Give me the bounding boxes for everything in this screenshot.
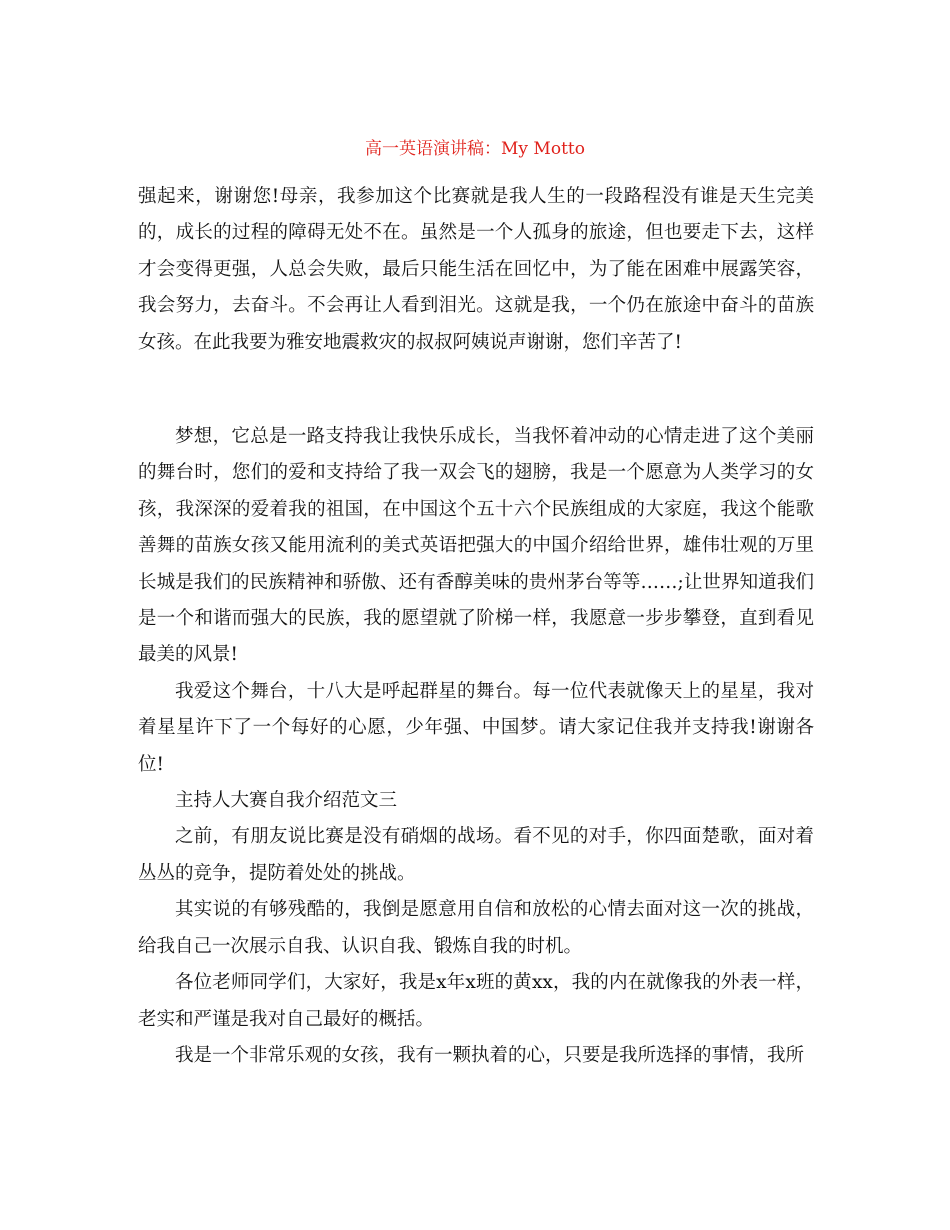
main-block (138, 419, 814, 1074)
paragraph-optimistic: 我是一个非常乐观的女孩，我有一颗执着的心，只要是我所选择的事情，我所 (175, 1044, 805, 1066)
paragraph-challenge: 其实说的有够残酷的，我倒是愿意用自信和放松的心情去面对这一次的挑战，给我自己一次展示自我、认识自我、锻炼自我的时机。 (138, 899, 814, 957)
paragraph-dream: 梦想，它总是一路支持我让我快乐成长，当我怀着冲动的心情走进了这个美丽的舞台时，您们的爱和支持给了我一双会飞的翅膀，我是一个愿意为人类学习的女孩，我深深的爱着我的祖国，在中国这个五十六个民族组成的大家庭，我这个能歌善舞的苗族女孩又能用流利的美式英语把强大的中国介绍给世界，雄伟壮观的万里长城是我们的民族精神和骄傲、还有香醇美味的贵州茅台等等……;让世界知道我们是一个和谐而强大的民族，我的愿望就了阶梯一样，我愿意一步步攀登，直到看见最美的风景! (138, 426, 814, 666)
paragraph-self-intro: 各位老师同学们，大家好，我是x年x班的黄xx，我的内在就像我的外表一样，老实和严谨是我对自己最好的概括。 (138, 972, 814, 1030)
paragraph-stage: 我爱这个舞台，十八大是呼起群星的舞台。每一位代表就像天上的星星，我对着星星许下了一个每好的心愿，少年强、中国梦。请大家记住我并支持我!谢谢各位! (138, 680, 814, 775)
document-title: 高一英语演讲稿：My Motto (365, 139, 585, 159)
intro-block (138, 179, 814, 361)
section-heading: 主持人大赛自我介绍范文三 (175, 790, 398, 812)
intro-paragraph: 强起来，谢谢您!母亲，我参加这个比赛就是我人生的一段路程没有谁是天生完美的，成长的过程的障碍无处不在。虽然是一个人孤身的旅途，但也要走下去，这样才会变得更强，人总会失败，最后只能生活在回忆中，为了能在困难中展露笑容，我会努力，去奋斗。不会再让人看到泪光。这就是我，一个仍在旅途中奋斗的苗族女孩。在此我要为雅安地震救灾的叔叔阿姨说声谢谢，您们辛苦了! (138, 186, 815, 353)
paragraph-battlefield: 之前，有朋友说比赛是没有硝烟的战场。看不见的对手，你四面楚歌，面对着丛丛的竞争，提防着处处的挑战。 (138, 826, 814, 884)
